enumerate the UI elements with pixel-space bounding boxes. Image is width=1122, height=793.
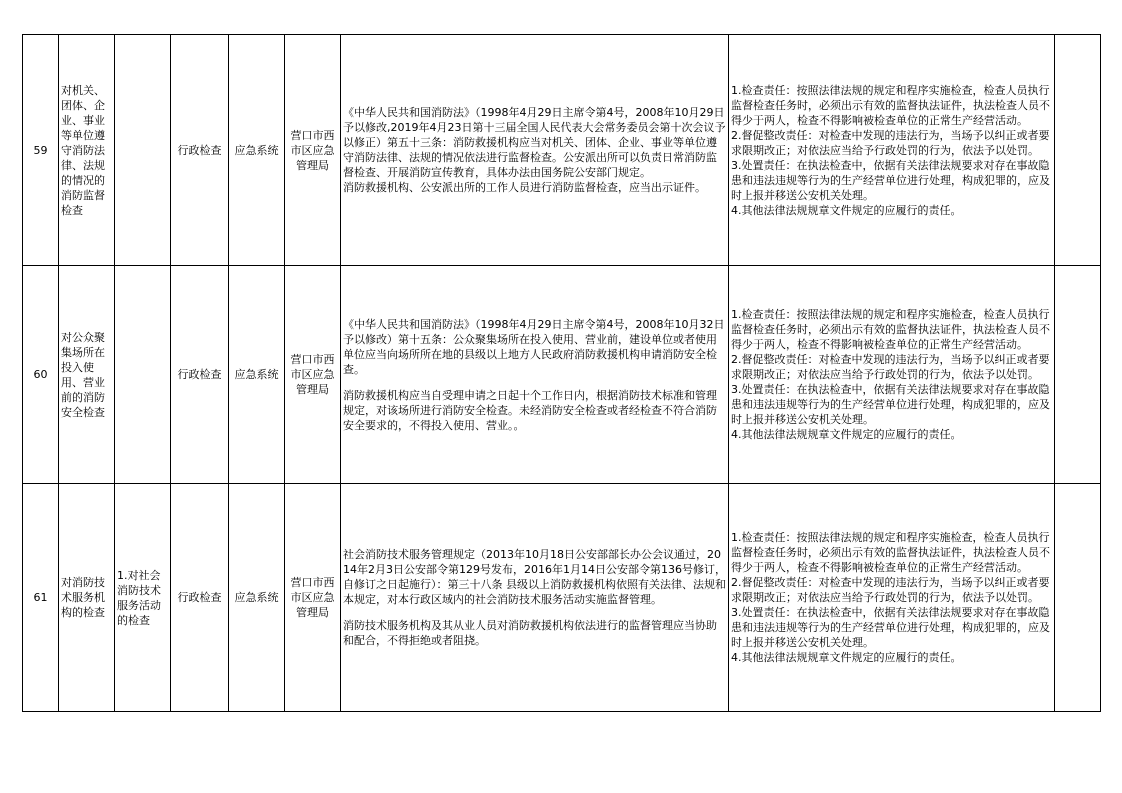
responsibility-item: 1.检查责任：按照法律法规的规定和程序实施检查，检查人员执行监督检查任务时，必须出示有效的监督执法证件，执法检查人员不得少于两人，检查不得影响被检查单位的正常生产经营活动。 <box>731 308 1050 351</box>
paragraph-gap <box>343 377 726 388</box>
legal-basis-paragraph: 消防救援机构应当自受理申请之日起十个工作日内，根据消防技术标准和管理规定，对该场所进行消防安全检查。未经消防安全检查或者经检查不符合消防安全要求的，不得投入使用、营业。。 <box>343 388 717 432</box>
table-row <box>23 266 1101 484</box>
power-type: 行政检查 <box>171 266 229 484</box>
table-row <box>23 484 1101 712</box>
legal-basis <box>341 484 729 712</box>
responsibility-item: 4.其他法律法规规章文件规定的应履行的责任。 <box>731 428 962 441</box>
department: 营口市西市区应急管理局 <box>285 35 341 266</box>
responsibility-item: 4.其他法律法规规章文件规定的应履行的责任。 <box>731 651 962 664</box>
sub-item <box>115 266 171 484</box>
power-list-table <box>22 34 1101 712</box>
legal-basis-paragraph: 社会消防技术服务管理规定（2013年10月18日公安部部长办公会议通过，2014年2月3日公安部令第129号发布，2016年1月14日公安部令第136号修订，自修订之日起施行）：第三十八条 县级以上消防救援机构依照有关法律、法规和本规定，对本行政区域内的社会消防技术服务活动实施监督管理。 <box>343 548 726 606</box>
responsibility-item: 3.处置责任：在执法检查中，依据有关法律法规要求对存在事故隐患和违法违规等行为的生产经营单位进行处理，构成犯罪的，应及时上报并移送公安机关处理。 <box>731 383 1050 426</box>
item-name: 对机关、团体、企业、事业等单位遵守消防法律、法规的情况的消防监督检查 <box>59 35 115 266</box>
remarks <box>1055 484 1101 712</box>
item-name: 对公众聚集场所在投入使用、营业前的消防安全检查 <box>59 266 115 484</box>
responsibility <box>729 35 1055 266</box>
sub-item <box>115 35 171 266</box>
system-name: 应急系统 <box>229 484 285 712</box>
responsibility <box>729 484 1055 712</box>
responsibility-item: 1.检查责任：按照法律法规的规定和程序实施检查，检查人员执行监督检查任务时，必须出示有效的监督执法证件，执法检查人员不得少于两人，检查不得影响被检查单位的正常生产经营活动。 <box>731 531 1050 574</box>
legal-basis-paragraph: 《中华人民共和国消防法》（1998年4月29日主席令第4号，2008年10月32日予以修改）第十五条：公众聚集场所在投入使用、营业前，建设单位或者使用单位应当向场所所在地的县级以上地方人民政府消防救援机构申请消防安全检查。 <box>343 317 725 376</box>
department: 营口市西市区应急管理局 <box>285 266 341 484</box>
power-type: 行政检查 <box>171 484 229 712</box>
row-number: 61 <box>23 484 59 712</box>
legal-basis <box>341 35 729 266</box>
row-number: 59 <box>23 35 59 266</box>
paragraph-gap <box>343 607 726 618</box>
responsibility-item: 3.处置责任：在执法检查中，依据有关法律法规要求对存在事故隐患和违法违规等行为的生产经营单位进行处理，构成犯罪的，应及时上报并移送公安机关处理。 <box>731 158 1050 202</box>
responsibility-item: 2.督促整改责任：对检查中发现的违法行为，当场予以纠正或者要求限期改正；对依法应当给予行政处罚的行为，依法予以处罚。 <box>731 353 1050 381</box>
system-name: 应急系统 <box>229 35 285 266</box>
legal-basis-paragraph: 消防技术服务机构及其从业人员对消防救援机构依法进行的监督管理应当协助和配合，不得拒绝或者阻挠。 <box>343 619 717 647</box>
responsibility-item: 3.处置责任：在执法检查中，依据有关法律法规要求对存在事故隐患和违法违规等行为的生产经营单位进行处理，构成犯罪的，应及时上报并移送公安机关处理。 <box>731 606 1050 649</box>
responsibility-item: 2.督促整改责任：对检查中发现的违法行为，当场予以纠正或者要求限期改正；对依法应当给予行政处罚的行为，依法予以处罚。 <box>731 576 1050 604</box>
item-name: 对消防技术服务机构的检查 <box>59 484 115 712</box>
responsibility-item: 1.检查责任：按照法律法规的规定和程序实施检查，检查人员执行监督检查任务时，必须出示有效的监督执法证件，执法检查人员不得少于两人，检查不得影响被检查单位的正常生产经营活动。 <box>731 83 1050 127</box>
legal-basis-paragraph: 《中华人民共和国消防法》（1998年4月29日主席令第4号，2008年10月29日予以修改,2019年4月23日第十三届全国人民代表大会常务委员会第十次会议予以修正）第五十三条：消防救援机构应当对机关、团体、企业、事业等单位遵守消防法律、法规的情况依法进行监督检查。公安派出所可以负责日常消防监督检查、开展消防宣传教育，具体办法由国务院公安部门规定。 <box>343 106 726 179</box>
department: 营口市西市区应急管理局 <box>285 484 341 712</box>
table-row <box>23 35 1101 266</box>
system-name: 应急系统 <box>229 266 285 484</box>
power-type: 行政检查 <box>171 35 229 266</box>
responsibility-item: 4.其他法律法规规章文件规定的应履行的责任。 <box>731 203 962 217</box>
responsibility <box>729 266 1055 484</box>
legal-basis <box>341 266 729 484</box>
sub-item: 1.对社会消防技术服务活动的检查 <box>115 484 171 712</box>
remarks <box>1055 35 1101 266</box>
responsibility-item: 2.督促整改责任：对检查中发现的违法行为，当场予以纠正或者要求限期改正；对依法应当给予行政处罚的行为，依法予以处罚。 <box>731 128 1050 157</box>
row-number: 60 <box>23 266 59 484</box>
remarks <box>1055 266 1101 484</box>
legal-basis-paragraph: 消防救援机构、公安派出所的工作人员进行消防监督检查，应当出示证件。 <box>343 181 706 194</box>
